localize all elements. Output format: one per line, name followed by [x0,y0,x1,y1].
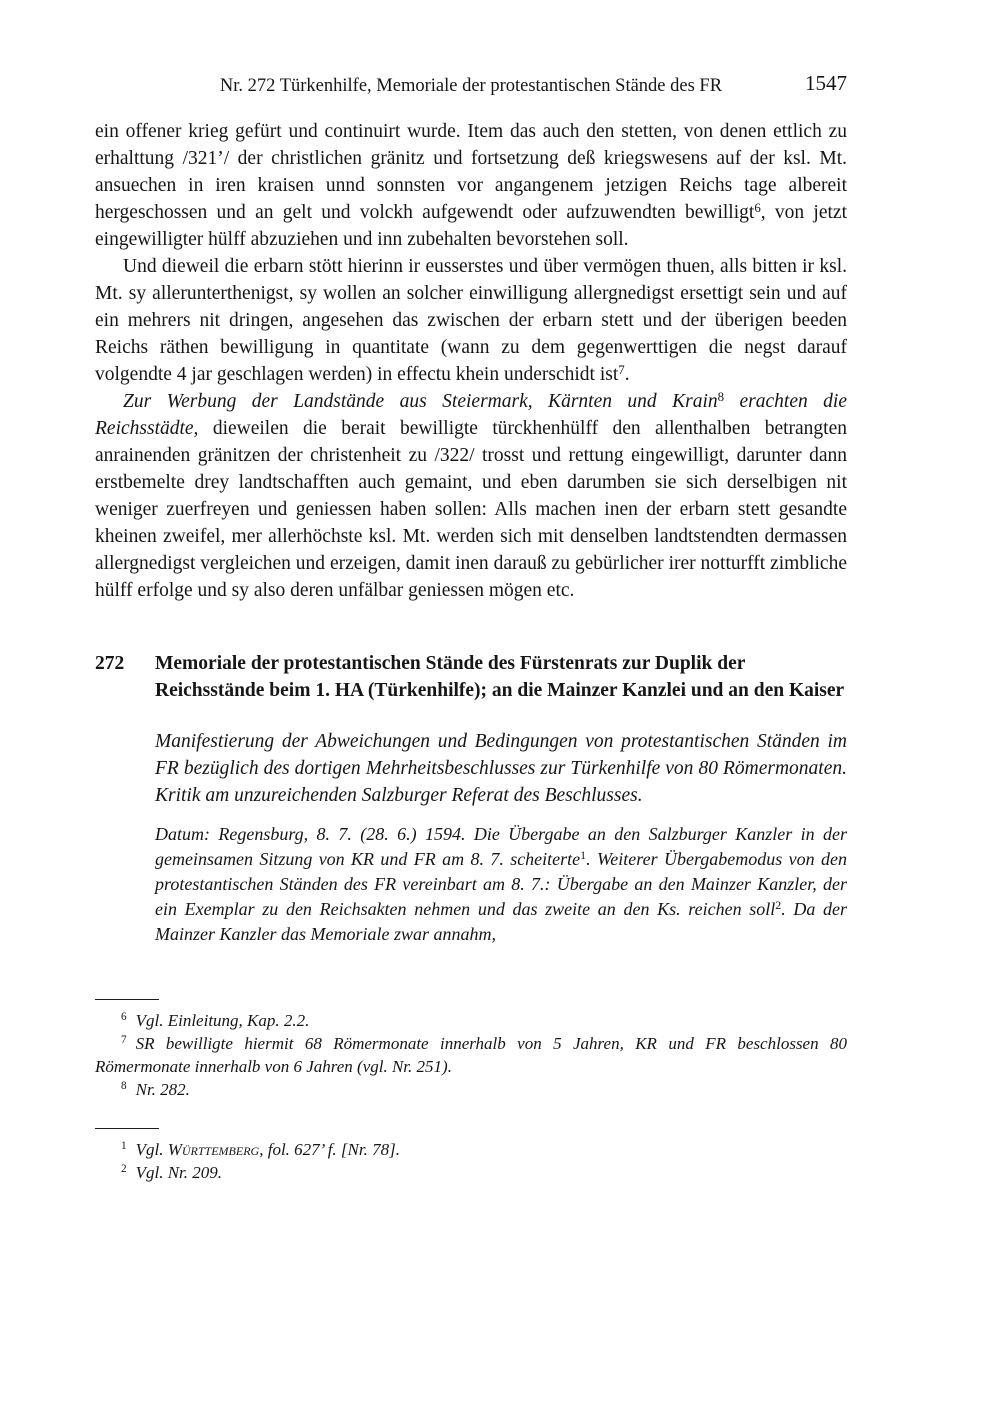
section-datum [155,822,847,947]
footnote-text: Nr. 282. [135,1080,190,1099]
footnote-reference-7: 7 [618,362,625,377]
paragraph-text: Und dieweil die erbarn stött hierinn ir eusserstes und über vermögen thuen, alls bitten ir ksl. Mt. sy allerunterthenigst, sy wollen an solcher einwilligung allergnedigst ersettigt sein und auf ein mehrers nit dringen, angesehen das zwischen der erbarn stett und der überigen beeden Reichs räthen bewilligung in quantitate (wann zu dem gegenwerttigen die negst darauf volgendte 4 jar geschlagen werden) in effectu khein underschidt ist [95,256,847,385]
footnote-rule [95,1128,159,1129]
paragraph-text-italic: Zur Werbung der Landstände aus Steiermark, Kärnten und Krain [123,391,718,412]
footnote-marker: 8 [121,1080,127,1093]
datum-text: Datum: Regensburg, 8. 7. (28. 6.) 1594. Die Übergabe an den Salzburger Kanzler in der gemeinsamen Sitzung von KR und FR am 8. 7. scheiterte [155,824,847,869]
datum-text: . Da der Mainzer Kanzler das Memoriale zwar annahm, [155,899,847,944]
running-title: Nr. 272 Türkenhilfe, Memoriale der protestantischen Stände des FR [219,76,723,96]
footnote [95,1032,847,1078]
paragraph-continuation [95,118,847,253]
section-summary: Manifestierung der Abweichungen und Bedingungen von protestantischen Ständen im FR bezüglich des dortigen Mehrheitsbeschlusses zur Türkenhilfe von 80 Römermonaten. Kritik am unzureichenden Salzburger Referat des Beschlusses. [155,731,847,806]
footnotes-upper-block [95,1009,847,1101]
page-number: 1547 [805,71,847,95]
footnotes-lower-block [95,1138,847,1184]
footnote-text: Vgl. Einleitung, Kap. 2.2. [135,1011,310,1030]
section-number: 272 [95,653,125,674]
paragraph [95,388,847,604]
footnote-text: SR bewilligte hiermit 68 Römermonate innerhalb von 5 Jahren, KR und FR beschlossen 80 Römermonate innerhalb von 6 Jahren (vgl. Nr. 251). [95,1034,847,1076]
paragraph-text: ein offener krieg gefürt und continuirt wurde. Item das auch den stetten, von denen ettlich zu erhalttung /321’/ der christlichen gränitz und fortsetzung deß kriegswesens auf der ksl. Mt. ansuechen in iren kraisen unnd sonnsten vor angangenem jetzigen Reichs tage albereit hergeschossen und an gelt und volckh aufgewendt oder aufzuwendten bewilligt [95,121,847,223]
section-heading-block [95,650,847,704]
footnote-reference-2: 2 [775,898,782,913]
footnote-text: Vgl. Nr. 209. [135,1163,223,1182]
body-text-block [95,118,847,604]
footnote-reference-1: 1 [580,848,587,863]
paragraph [95,253,847,388]
footnote [95,1078,847,1101]
paragraph-text-italic: erachten die Reichsstädte, [95,391,847,439]
footnote-marker: 6 [121,1011,127,1024]
footnote-marker: 1 [121,1140,127,1153]
footnote-text: Vgl. [135,1140,168,1159]
footnote-reference-8: 8 [717,389,725,404]
footnote-rule [95,999,159,1000]
section-title: Memoriale der protestantischen Stände des Fürstenrats zur Duplik der Reichsstände beim 1. HA (Türkenhilfe); an die Mainzer Kanzlei und an den Kaiser [155,653,845,701]
paragraph-text: . [624,364,630,385]
footnote [95,1138,847,1161]
footnote-marker: 2 [121,1163,127,1176]
footnote [95,1009,847,1032]
footnote-text: , fol. 627’ f. [Nr. 78]. [259,1140,400,1159]
footnote-reference-6: 6 [754,200,761,215]
footnote [95,1161,847,1184]
running-head [95,71,847,98]
footnote-text-smallcaps: Württemberg [167,1140,260,1159]
footnote-marker: 7 [121,1034,127,1047]
datum-text: . Weiterer Übergabemodus von den protestantischen Ständen des FR vereinbart am 8. 7.: Übergabe an den Mainzer Kanzler, der ein Exemplar zu den Reichsakten nehmen und das zweite an den Ks. reichen soll [155,849,847,919]
paragraph-text: , von jetzt eingewilligter hülff abzuziehen und inn zubehalten bevorstehen soll. [95,202,847,250]
paragraph-text: dieweilen die berait bewilligte türckhenhülff den allenthalben betrangten anrainenden gränitzen der christenheit zu /322/ trosst und rettung eingewilligt, darunter dann erstbemelte drey landtschafften auch gemaint, und eben darumben sie sich derselbigen nit weniger zuerfreyen und geniessen haben sollen: Alls machen inen der erbarn stett gesandte kheinen zweifel, mer allerhöchste ksl. Mt. werden sich mit denselben landtstendten dermassen allergnedigst vergleichen und erzeigen, damit inen darauß zu gebürlicher irer notturfft zimbliche hülff erfolge und sy also deren unfälbar geniessen mögen etc. [95,418,847,601]
